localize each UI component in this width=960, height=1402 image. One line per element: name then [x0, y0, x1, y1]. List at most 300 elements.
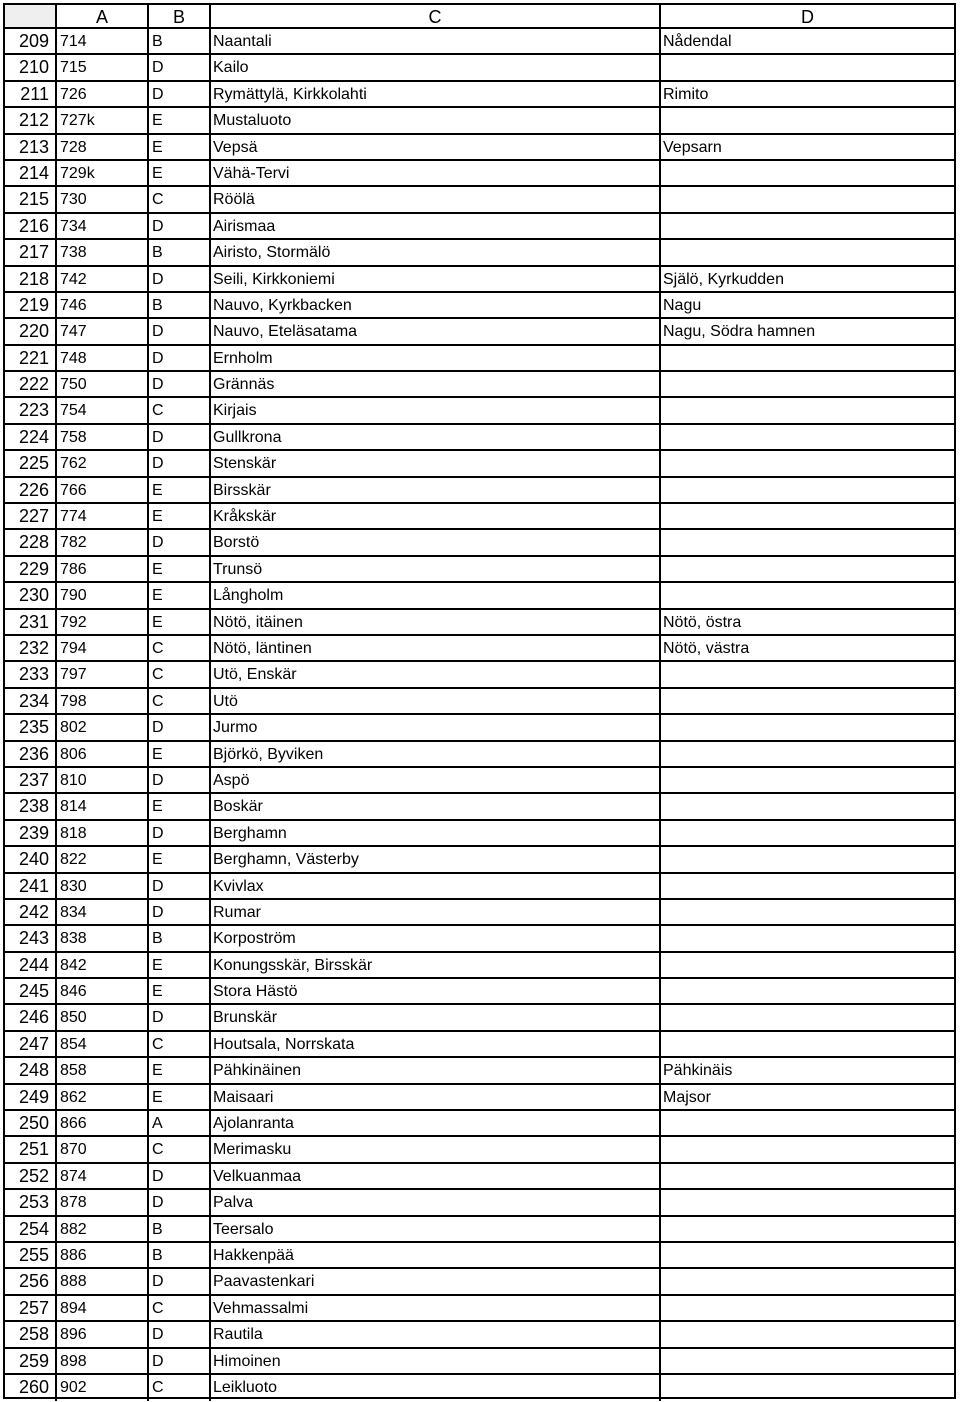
cell-a[interactable]: 818	[57, 821, 149, 845]
select-all-corner[interactable]	[5, 5, 57, 27]
cell-a[interactable]: 726	[57, 82, 149, 106]
cell-d[interactable]	[661, 1349, 954, 1373]
cell-b[interactable]: D	[149, 1269, 211, 1293]
cell-c[interactable]: Merimasku	[211, 1137, 661, 1161]
cell-d[interactable]	[661, 1005, 954, 1029]
row-number-header[interactable]: 230	[5, 583, 57, 607]
cell-a[interactable]: 902	[57, 1375, 149, 1401]
cell-c[interactable]: Nötö, itäinen	[211, 610, 661, 634]
cell-c[interactable]: Naantali	[211, 29, 661, 53]
table-row	[5, 1269, 954, 1295]
cell-b[interactable]: C	[149, 689, 211, 713]
cell-c[interactable]: Röölä	[211, 187, 661, 211]
cell-a[interactable]: 754	[57, 398, 149, 422]
cell-d[interactable]	[661, 530, 954, 554]
cell-a[interactable]: 838	[57, 926, 149, 950]
cell-b[interactable]: D	[149, 768, 211, 792]
cell-a[interactable]: 850	[57, 1005, 149, 1029]
table-row	[5, 293, 954, 319]
row-number-header[interactable]: 251	[5, 1137, 57, 1161]
cell-b[interactable]: B	[149, 926, 211, 950]
cell-a[interactable]: 714	[57, 29, 149, 53]
table-row	[5, 1322, 954, 1348]
table-row	[5, 1349, 954, 1375]
row-number-header[interactable]: 227	[5, 504, 57, 528]
cell-c[interactable]: Gullkrona	[211, 425, 661, 449]
cell-b[interactable]: E	[149, 478, 211, 502]
cell-c[interactable]: Vepsä	[211, 135, 661, 159]
table-row	[5, 979, 954, 1005]
cell-c[interactable]: Långholm	[211, 583, 661, 607]
cell-a[interactable]: 728	[57, 135, 149, 159]
row-number-header[interactable]: 252	[5, 1164, 57, 1188]
cell-b[interactable]: E	[149, 1085, 211, 1109]
cell-b[interactable]: E	[149, 557, 211, 581]
row-number-header[interactable]: 239	[5, 821, 57, 845]
cell-b[interactable]: C	[149, 187, 211, 211]
cell-a[interactable]: 774	[57, 504, 149, 528]
cell-a[interactable]: 727k	[57, 108, 149, 132]
cell-a[interactable]: 729k	[57, 161, 149, 185]
cell-c[interactable]: Borstö	[211, 530, 661, 554]
cell-c[interactable]: Korpoström	[211, 926, 661, 950]
row-number-header[interactable]: 259	[5, 1349, 57, 1373]
cell-a[interactable]: 810	[57, 768, 149, 792]
row-number-header[interactable]: 228	[5, 530, 57, 554]
column-header-b[interactable]: B	[149, 5, 211, 27]
row-number-header[interactable]: 214	[5, 161, 57, 185]
cell-c[interactable]: Maisaari	[211, 1085, 661, 1109]
cell-b[interactable]: D	[149, 267, 211, 291]
cell-b[interactable]: D	[149, 214, 211, 238]
row-number-header[interactable]: 255	[5, 1243, 57, 1267]
row-number-header[interactable]: 216	[5, 214, 57, 238]
table-row	[5, 953, 954, 979]
table-row	[5, 372, 954, 398]
cell-a[interactable]: 894	[57, 1296, 149, 1320]
row-number-header[interactable]: 225	[5, 451, 57, 475]
cell-c[interactable]: Mustaluoto	[211, 108, 661, 132]
cell-b[interactable]: D	[149, 530, 211, 554]
table-row	[5, 108, 954, 134]
row-number-header[interactable]: 209	[5, 29, 57, 53]
cell-a[interactable]: 782	[57, 530, 149, 554]
cell-a[interactable]: 858	[57, 1058, 149, 1082]
cell-d[interactable]	[661, 478, 954, 502]
cell-c[interactable]: Teersalo	[211, 1217, 661, 1241]
cell-a[interactable]: 866	[57, 1111, 149, 1135]
table-row	[5, 451, 954, 477]
table-row	[5, 715, 954, 741]
table-row	[5, 689, 954, 715]
cell-d[interactable]	[661, 240, 954, 264]
cell-c[interactable]: Jurmo	[211, 715, 661, 739]
cell-a[interactable]: 750	[57, 372, 149, 396]
row-number-header[interactable]: 258	[5, 1322, 57, 1346]
cell-d[interactable]	[661, 214, 954, 238]
cell-b[interactable]: E	[149, 610, 211, 634]
cell-b[interactable]: B	[149, 29, 211, 53]
cell-b[interactable]: B	[149, 1217, 211, 1241]
cell-b[interactable]: C	[149, 1032, 211, 1056]
cell-b[interactable]: C	[149, 1137, 211, 1161]
cell-b[interactable]: D	[149, 900, 211, 924]
cell-d[interactable]	[661, 1137, 954, 1161]
row-number-header[interactable]: 221	[5, 346, 57, 370]
cell-c[interactable]: Vähä-Tervi	[211, 161, 661, 185]
row-number-header[interactable]: 237	[5, 768, 57, 792]
cell-a[interactable]: 746	[57, 293, 149, 317]
cell-a[interactable]: 882	[57, 1217, 149, 1241]
table-row	[5, 874, 954, 900]
cell-a[interactable]: 806	[57, 742, 149, 766]
cell-a[interactable]: 874	[57, 1164, 149, 1188]
row-number-header[interactable]: 220	[5, 319, 57, 343]
cell-d[interactable]	[661, 1032, 954, 1056]
cell-d[interactable]	[661, 1243, 954, 1267]
cell-c[interactable]: Rymättylä, Kirkkolahti	[211, 82, 661, 106]
cell-c[interactable]: Stora Hästö	[211, 979, 661, 1003]
cell-d[interactable]	[661, 108, 954, 132]
cell-b[interactable]: D	[149, 372, 211, 396]
row-number-header[interactable]: 218	[5, 267, 57, 291]
cell-a[interactable]: 854	[57, 1032, 149, 1056]
cell-c[interactable]: Paavastenkari	[211, 1269, 661, 1293]
cell-d[interactable]	[661, 979, 954, 1003]
cell-a[interactable]: 794	[57, 636, 149, 660]
cell-c[interactable]: Konungsskär, Birsskär	[211, 953, 661, 977]
table-row	[5, 319, 954, 345]
cell-c[interactable]: Pähkinäinen	[211, 1058, 661, 1082]
cell-d[interactable]	[661, 583, 954, 607]
cell-d[interactable]	[661, 1375, 954, 1401]
cell-b[interactable]: E	[149, 742, 211, 766]
cell-d[interactable]	[661, 768, 954, 792]
cell-d[interactable]	[661, 1111, 954, 1135]
cell-d[interactable]	[661, 1190, 954, 1214]
row-number-header[interactable]: 233	[5, 662, 57, 686]
cell-b[interactable]: E	[149, 953, 211, 977]
cell-d[interactable]	[661, 689, 954, 713]
row-number-header[interactable]: 238	[5, 794, 57, 818]
spreadsheet-grid	[3, 3, 956, 1399]
cell-b[interactable]: D	[149, 425, 211, 449]
cell-b[interactable]: E	[149, 794, 211, 818]
cell-a[interactable]: 792	[57, 610, 149, 634]
table-row	[5, 478, 954, 504]
table-row	[5, 530, 954, 556]
cell-b[interactable]: A	[149, 1111, 211, 1135]
cell-a[interactable]: 715	[57, 55, 149, 79]
row-number-header[interactable]: 247	[5, 1032, 57, 1056]
table-row	[5, 1005, 954, 1031]
cell-d[interactable]	[661, 372, 954, 396]
cell-a[interactable]: 747	[57, 319, 149, 343]
cell-b[interactable]: D	[149, 715, 211, 739]
cell-d[interactable]	[661, 794, 954, 818]
cell-d[interactable]: Nådendal	[663, 33, 732, 50]
cell-d[interactable]: Nötö, västra	[663, 639, 750, 657]
row-number-header[interactable]: 211	[5, 82, 57, 106]
row-number-header[interactable]: 217	[5, 240, 57, 264]
cell-c[interactable]: Utö	[211, 689, 661, 713]
cell-c[interactable]: Palva	[211, 1190, 661, 1214]
cell-a[interactable]: 898	[57, 1349, 149, 1373]
cell-d[interactable]	[661, 874, 954, 898]
cell-c[interactable]: Kirjais	[211, 398, 661, 422]
cell-c[interactable]: Houtsala, Norrskata	[211, 1032, 661, 1056]
cell-a[interactable]: 798	[57, 689, 149, 713]
cell-a[interactable]: 830	[57, 874, 149, 898]
cell-d[interactable]	[661, 504, 954, 528]
table-row	[5, 240, 954, 266]
cell-d[interactable]	[661, 451, 954, 475]
cell-c[interactable]: Rautila	[211, 1322, 661, 1346]
row-number-header[interactable]: 256	[5, 1269, 57, 1293]
cell-d[interactable]	[661, 662, 954, 686]
table-row	[5, 29, 954, 55]
table-row	[5, 768, 954, 794]
row-number-header[interactable]: 213	[5, 135, 57, 159]
cell-a[interactable]: 762	[57, 451, 149, 475]
cell-c[interactable]: Berghamn, Västerby	[211, 847, 661, 871]
cell-b[interactable]: D	[149, 1190, 211, 1214]
cell-d[interactable]	[661, 1217, 954, 1241]
cell-d[interactable]	[661, 1296, 954, 1320]
cell-a[interactable]: 878	[57, 1190, 149, 1214]
column-header-a[interactable]: A	[57, 5, 149, 27]
cell-d[interactable]	[661, 55, 954, 79]
table-body	[5, 29, 954, 1401]
cell-c[interactable]: Björkö, Byviken	[211, 742, 661, 766]
row-number-header[interactable]: 222	[5, 372, 57, 396]
cell-d[interactable]	[661, 742, 954, 766]
row-number-header[interactable]: 226	[5, 478, 57, 502]
cell-d[interactable]	[661, 398, 954, 422]
cell-c[interactable]: Seili, Kirkkoniemi	[211, 267, 661, 291]
cell-d[interactable]: Pähkinäis	[663, 1062, 733, 1080]
cell-d[interactable]	[661, 900, 954, 924]
table-row	[5, 1217, 954, 1243]
cell-a[interactable]: 870	[57, 1137, 149, 1161]
cell-b[interactable]: D	[149, 319, 211, 343]
cell-d[interactable]	[661, 953, 954, 977]
row-number-header[interactable]: 232	[5, 636, 57, 660]
cell-b[interactable]: B	[149, 240, 211, 264]
cell-a[interactable]: 758	[57, 425, 149, 449]
cell-d[interactable]: Rimito	[663, 85, 709, 103]
cell-b[interactable]: C	[149, 636, 211, 660]
cell-b[interactable]: E	[149, 583, 211, 607]
cell-d[interactable]	[661, 847, 954, 871]
cell-a[interactable]: 734	[57, 214, 149, 238]
cell-c[interactable]: Grännäs	[211, 372, 661, 396]
row-number-header[interactable]: 253	[5, 1190, 57, 1214]
cell-a[interactable]: 742	[57, 267, 149, 291]
cell-a[interactable]: 888	[57, 1269, 149, 1293]
cell-c[interactable]: Airisto, Stormälö	[211, 240, 661, 264]
table-row	[5, 636, 954, 662]
cell-a[interactable]: 834	[57, 900, 149, 924]
cell-d[interactable]	[661, 926, 954, 950]
table-row	[5, 662, 954, 688]
cell-a[interactable]: 802	[57, 715, 149, 739]
cell-b[interactable]: C	[149, 398, 211, 422]
cell-a[interactable]: 748	[57, 346, 149, 370]
cell-a[interactable]: 846	[57, 979, 149, 1003]
table-row	[5, 1032, 954, 1058]
cell-b[interactable]: D	[149, 346, 211, 370]
cell-a[interactable]: 738	[57, 240, 149, 264]
cell-b[interactable]: E	[149, 135, 211, 159]
cell-b[interactable]: D	[149, 55, 211, 79]
row-number-header[interactable]: 231	[5, 610, 57, 634]
row-number-header[interactable]: 229	[5, 557, 57, 581]
cell-c[interactable]: Ernholm	[211, 346, 661, 370]
column-header-c[interactable]: C	[211, 5, 661, 27]
cell-c[interactable]: Airismaa	[211, 214, 661, 238]
table-row	[5, 55, 954, 81]
cell-c[interactable]: Utö, Enskär	[211, 662, 661, 686]
cell-d[interactable]	[661, 821, 954, 845]
cell-b[interactable]: C	[149, 662, 211, 686]
cell-d[interactable]	[661, 1164, 954, 1188]
cell-a[interactable]: 822	[57, 847, 149, 871]
row-number-header[interactable]: 245	[5, 979, 57, 1003]
cell-a[interactable]: 896	[57, 1322, 149, 1346]
cell-c[interactable]: Hakkenpää	[211, 1243, 661, 1267]
cell-d[interactable]: Vepsarn	[663, 138, 722, 156]
cell-b[interactable]: E	[149, 847, 211, 871]
cell-d[interactable]	[661, 557, 954, 581]
row-number-header[interactable]: 212	[5, 108, 57, 132]
cell-d[interactable]: Nötö, östra	[663, 613, 742, 631]
row-number-header[interactable]: 224	[5, 425, 57, 449]
cell-d[interactable]: Själö, Kyrkudden	[663, 270, 784, 288]
table-row	[5, 1164, 954, 1190]
cell-d[interactable]: Nagu, Södra hamnen	[663, 323, 816, 341]
row-number-header[interactable]: 223	[5, 398, 57, 422]
row-number-header[interactable]: 257	[5, 1296, 57, 1320]
cell-c[interactable]: Nötö, läntinen	[211, 636, 661, 660]
table-row	[5, 425, 954, 451]
cell-d[interactable]	[661, 715, 954, 739]
row-number-header[interactable]: 219	[5, 293, 57, 317]
cell-b[interactable]: E	[149, 108, 211, 132]
cell-b[interactable]: E	[149, 979, 211, 1003]
cell-c[interactable]: Nauvo, Kyrkbacken	[211, 293, 661, 317]
table-row	[5, 398, 954, 424]
cell-b[interactable]: C	[149, 1375, 211, 1401]
cell-b[interactable]: D	[149, 821, 211, 845]
cell-d[interactable]: Majsor	[663, 1088, 712, 1106]
cell-b[interactable]: E	[149, 161, 211, 185]
cell-b[interactable]: E	[149, 1058, 211, 1082]
cell-c[interactable]: Nauvo, Eteläsatama	[211, 319, 661, 343]
cell-d[interactable]	[661, 346, 954, 370]
cell-b[interactable]: D	[149, 1005, 211, 1029]
cell-a[interactable]: 797	[57, 662, 149, 686]
row-number-header[interactable]: 236	[5, 742, 57, 766]
cell-b[interactable]: B	[149, 1243, 211, 1267]
cell-b[interactable]: D	[149, 82, 211, 106]
table-row	[5, 1375, 954, 1401]
cell-d[interactable]	[661, 161, 954, 185]
row-number-header[interactable]: 235	[5, 715, 57, 739]
cell-c[interactable]: Birsskär	[211, 478, 661, 502]
cell-c[interactable]: Aspö	[211, 768, 661, 792]
row-number-header[interactable]: 242	[5, 900, 57, 924]
cell-b[interactable]: B	[149, 293, 211, 317]
row-number-header[interactable]: 241	[5, 874, 57, 898]
row-number-header[interactable]: 254	[5, 1217, 57, 1241]
cell-c[interactable]: Leikluoto	[211, 1375, 661, 1401]
cell-c[interactable]: Vehmassalmi	[211, 1296, 661, 1320]
cell-d[interactable]	[661, 1269, 954, 1293]
cell-c[interactable]: Rumar	[211, 900, 661, 924]
row-number-header[interactable]: 250	[5, 1111, 57, 1135]
row-number-header[interactable]: 243	[5, 926, 57, 950]
row-number-header[interactable]: 249	[5, 1085, 57, 1109]
cell-b[interactable]: D	[149, 1322, 211, 1346]
cell-d[interactable]	[661, 187, 954, 211]
cell-b[interactable]: D	[149, 1164, 211, 1188]
cell-d[interactable]	[661, 425, 954, 449]
row-number-header[interactable]: 260	[5, 1375, 57, 1401]
cell-a[interactable]: 730	[57, 187, 149, 211]
cell-c[interactable]: Ajolanranta	[211, 1111, 661, 1135]
cell-b[interactable]: C	[149, 1296, 211, 1320]
cell-b[interactable]: D	[149, 874, 211, 898]
cell-b[interactable]: E	[149, 504, 211, 528]
cell-c[interactable]: Berghamn	[211, 821, 661, 845]
cell-c[interactable]: Kvivlax	[211, 874, 661, 898]
row-number-header[interactable]: 244	[5, 953, 57, 977]
table-row	[5, 583, 954, 609]
cell-a[interactable]: 886	[57, 1243, 149, 1267]
cell-c[interactable]: Trunsö	[211, 557, 661, 581]
cell-b[interactable]: D	[149, 451, 211, 475]
cell-a[interactable]: 862	[57, 1085, 149, 1109]
cell-c[interactable]: Velkuanmaa	[211, 1164, 661, 1188]
row-number-header[interactable]: 210	[5, 55, 57, 79]
row-number-header[interactable]: 246	[5, 1005, 57, 1029]
column-header-d[interactable]: D	[801, 7, 814, 27]
row-number-header[interactable]: 248	[5, 1058, 57, 1082]
table-row	[5, 1137, 954, 1163]
cell-c[interactable]: Stenskär	[211, 451, 661, 475]
cell-c[interactable]: Boskär	[211, 794, 661, 818]
cell-c[interactable]: Himoinen	[211, 1349, 661, 1373]
cell-d[interactable]: Nagu	[663, 296, 702, 314]
cell-a[interactable]: 790	[57, 583, 149, 607]
cell-c[interactable]: Kråkskär	[211, 504, 661, 528]
cell-c[interactable]: Brunskär	[211, 1005, 661, 1029]
cell-a[interactable]: 786	[57, 557, 149, 581]
cell-a[interactable]: 814	[57, 794, 149, 818]
row-number-header[interactable]: 215	[5, 187, 57, 211]
cell-a[interactable]: 766	[57, 478, 149, 502]
row-number-header[interactable]: 234	[5, 689, 57, 713]
table-row	[5, 161, 954, 187]
table-row	[5, 1058, 954, 1084]
row-number-header[interactable]: 240	[5, 847, 57, 871]
cell-d[interactable]	[661, 1322, 954, 1346]
cell-b[interactable]: D	[149, 1349, 211, 1373]
cell-a[interactable]: 842	[57, 953, 149, 977]
table-row	[5, 847, 954, 873]
cell-c[interactable]: Kailo	[211, 55, 661, 79]
